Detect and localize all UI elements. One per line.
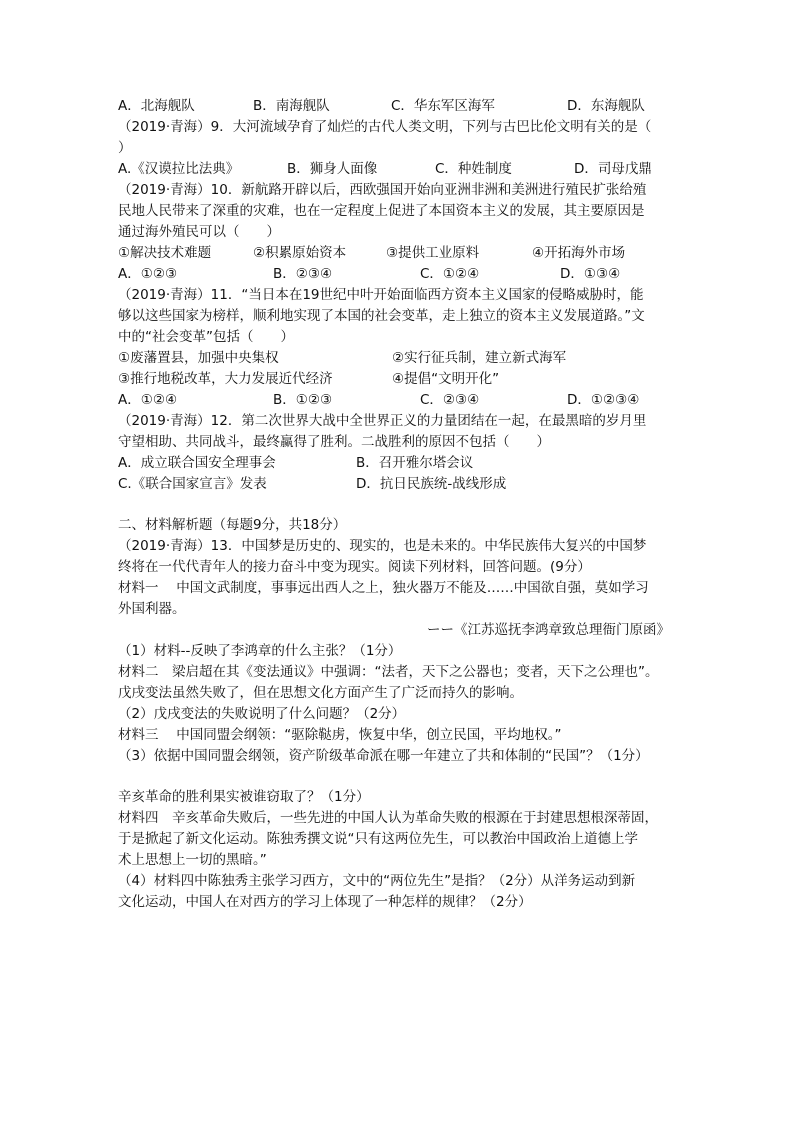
material-1-line-1: 材料一 中国文武制度，事事远出西人之上，独火器万不能及……中国欲自强，莫如学习 xyxy=(118,580,649,596)
q11-option-a: A．①②④ xyxy=(118,392,178,408)
q11-option-d: D．①②③④ xyxy=(567,392,640,408)
q11-stem-3: 中的“社会变革”包括（ ） xyxy=(118,329,294,345)
material-1-line-2: 外国利器。 xyxy=(118,601,186,617)
material-4-line-3: 术上思想上一切的黑暗。” xyxy=(118,852,267,868)
q11-stem-2: 够以这些国家为榜样，顺利地实现了本国的社会变革，走上独立的资本主义发展道路。”文 xyxy=(118,308,645,324)
material-3-line-1: 材料三 中国同盟会纲领：“驱除鞑虏，恢复中华，创立民国，平均地权。” xyxy=(118,727,562,743)
q10-option-b: B．②③④ xyxy=(273,266,333,282)
q9-option-c: C．种姓制度 xyxy=(435,161,512,177)
q11-item-4: ④提倡“文明开化” xyxy=(392,371,500,387)
sub-question-3b: 辛亥革命的胜利果实被谁窃取了？（1分） xyxy=(118,789,370,805)
sub-question-4-line-2: 文化运动，中国人在对西方的学习上体现了一种怎样的规律？（2分） xyxy=(118,894,532,910)
section-heading: 二、材料解析题（每题9分，共18分） xyxy=(118,517,347,533)
q12-option-a: A．成立联合国安全理事会 xyxy=(118,455,276,471)
q9-option-d: D．司母戊鼎 xyxy=(574,161,652,177)
q12-option-b: B．召开雅尔塔会议 xyxy=(356,455,474,471)
q10-item-2: ②积累原始资本 xyxy=(253,245,347,261)
q11-option-c: C．②③④ xyxy=(420,392,480,408)
material-4-line-2: 于是掀起了新文化运动。陈独秀撰文说“只有这两位先生，可以教治中国政治上道德上学 xyxy=(118,831,638,847)
q9-option-b: B．狮身人面像 xyxy=(287,161,378,177)
sub-question-4-line-1: （4）材料四中陈独秀主张学习西方，文中的“两位先生”是指？（2分）从洋务运动到新 xyxy=(118,873,636,889)
q8-option-d: D．东海舰队 xyxy=(567,98,645,114)
sub-question-2: （2）戊戌变法的失败说明了什么问题？（2分） xyxy=(118,706,406,722)
material-2-line-1: 材料二 梁启超在其《变法通议》中强调：“法者，天下之公器也；变者，天下之公理也”。 xyxy=(118,664,659,680)
q10-option-c: C．①②④ xyxy=(420,266,480,282)
q8-option-b: B．南海舰队 xyxy=(253,98,330,114)
q10-stem-2: 民地人民带来了深重的灾难，也在一定程度上促进了本国资本主义的发展，其主要原因是 xyxy=(118,203,645,219)
q13-stem-2: 终将在一代代青年人的接力奋斗中变为现实。阅读下列材料，回答问题。(9分） xyxy=(118,559,591,575)
q9-stem-close: ） xyxy=(118,140,132,156)
sub-question-1: （1）材料--反映了李鸿章的什么主张？（1分） xyxy=(118,643,402,659)
q11-stem-1: （2019·青海）11．“当日本在19世纪中叶开始面临西方资本主义国家的侵略威胁时，能 xyxy=(118,287,644,303)
q12-option-c: C.《联合国家宣言》发表 xyxy=(118,476,267,492)
q10-option-d: D．①③④ xyxy=(560,266,621,282)
material-1-source: ーー《江苏巡抚李鸿章致总理衙门原函》 xyxy=(427,622,670,638)
q10-item-3: ③提供工业原料 xyxy=(386,245,480,261)
q10-item-1: ①解决技术难题 xyxy=(118,245,212,261)
q11-item-2: ②实行征兵制，建立新式海军 xyxy=(392,350,567,366)
q9-option-a: A.《汉谟拉比法典》 xyxy=(118,161,240,177)
q9-stem: （2019·青海）9．大河流域孕育了灿烂的古代人类文明，下列与古巴比伦文明有关的是（ xyxy=(118,119,652,135)
q12-option-d: D．抗日民族统-战线形成 xyxy=(356,476,507,492)
q10-stem-3: 通过海外殖民可以（ ） xyxy=(118,224,280,240)
q8-option-a: A．北海舰队 xyxy=(118,98,195,114)
q8-option-c: C．华东军区海军 xyxy=(391,98,495,114)
material-4-line-1: 材料四 辛亥革命失败后，一些先进的中国人认为革命失败的根源在于封建思想根深蒂固， xyxy=(118,810,658,826)
sub-question-3: （3）依据中国同盟会纲领，资产阶级革命派在哪一年建立了共和体制的“民国”？（1分） xyxy=(118,748,649,764)
q10-option-a: A．①②③ xyxy=(118,266,178,282)
q12-stem-1: （2019·青海）12．第二次世界大战中全世界正义的力量团结在一起，在最黑暗的岁月里 xyxy=(118,413,647,429)
q10-stem-1: （2019·青海）10．新航路开辟以后，西欧强国开始向亚洲非洲和美洲进行殖民扩张给殖 xyxy=(118,182,647,198)
q12-stem-2: 守望相助、共同战斗，最终赢得了胜利。二战胜利的原因不包括（ ） xyxy=(118,434,550,450)
q10-item-4: ④开拓海外市场 xyxy=(532,245,626,261)
q11-item-3: ③推行地税改革，大力发展近代经济 xyxy=(118,371,333,387)
q13-stem-1: （2019·青海）13．中国梦是历史的、现实的，也是未来的。中华民族伟大复兴的中国梦 xyxy=(118,538,647,554)
q11-option-b: B．①②③ xyxy=(273,392,333,408)
material-2-line-2: 戊戌变法虽然失败了，但在思想文化方面产生了广泛而持久的影响。 xyxy=(118,685,523,701)
q11-item-1: ①废藩置县，加强中央集权 xyxy=(118,350,279,366)
